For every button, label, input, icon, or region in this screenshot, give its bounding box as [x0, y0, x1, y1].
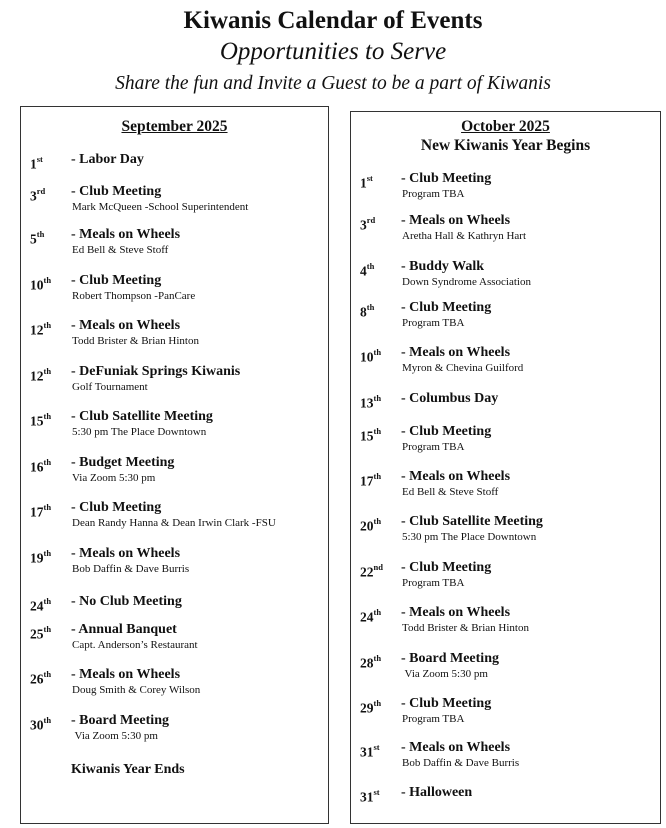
event-date: [360, 259, 374, 280]
event-date-suffix: th: [43, 320, 52, 330]
event-title: - Club Meeting: [401, 300, 492, 315]
event-date: [360, 785, 380, 806]
event-date-number: 4: [360, 263, 367, 279]
event-title: - Annual Banquet: [71, 622, 177, 637]
event-date-suffix: th: [373, 393, 382, 403]
event-detail: Doug Smith & Corey Wilson: [72, 684, 201, 696]
event-date: [30, 500, 51, 521]
event-date: [360, 696, 381, 717]
event-detail: Via Zoom 5:30 pm: [72, 730, 158, 742]
event-date-suffix: th: [43, 715, 52, 725]
event-date-suffix: th: [36, 229, 45, 239]
event-detail: Mark McQueen -School Superintendent: [72, 201, 249, 213]
page-subtitle: Opportunities to Serve: [219, 38, 447, 65]
event-date: [30, 546, 51, 567]
page-title: Kiwanis Calendar of Events: [183, 7, 483, 34]
event-date-suffix: st: [373, 742, 380, 752]
event-date: [360, 651, 381, 672]
event-date-suffix: th: [373, 653, 382, 663]
event-date-number: 1: [30, 156, 37, 172]
event-title: - Club Meeting: [401, 424, 492, 439]
event-date: [360, 424, 381, 445]
event-date: [360, 514, 381, 535]
event-date: [30, 409, 51, 430]
event-date-number: 16: [30, 459, 44, 475]
event-date: [30, 622, 51, 643]
event-date-suffix: th: [43, 411, 52, 421]
event-detail: Capt. Anderson’s Restaurant: [72, 639, 198, 651]
event-date-number: 17: [30, 504, 44, 520]
page-tagline: Share the fun and Invite a Guest to be a part of Kiwanis: [115, 73, 551, 94]
event-date-number: 15: [30, 413, 44, 429]
event-title: - Budget Meeting: [71, 455, 175, 470]
event-date-suffix: rd: [36, 186, 46, 196]
event-date-number: 12: [30, 368, 44, 384]
event-date-suffix: th: [43, 457, 52, 467]
event-date: [30, 713, 51, 734]
event-date: [360, 605, 381, 626]
event-title: - Meals on Wheels: [71, 667, 181, 682]
event-detail: Myron & Chevina Guilford: [402, 362, 524, 374]
event-date-number: 24: [30, 598, 44, 614]
event-date-number: 13: [360, 395, 374, 411]
event-date-number: 24: [360, 609, 374, 625]
event-title: - Meals on Wheels: [71, 546, 181, 561]
event-date: [360, 391, 381, 412]
event-detail: Ed Bell & Steve Stoff: [402, 486, 499, 498]
event-date-suffix: st: [36, 154, 43, 164]
event-date-suffix: th: [43, 669, 52, 679]
event-date-number: 31: [360, 744, 374, 760]
event-title: - Club Meeting: [401, 696, 492, 711]
event-date: [30, 152, 43, 173]
event-date-number: 19: [30, 550, 44, 566]
event-date-suffix: th: [373, 426, 382, 436]
event-title: - No Club Meeting: [71, 594, 182, 609]
event-date: [30, 594, 51, 615]
event-detail: Program TBA: [402, 577, 465, 589]
event-detail: 5:30 pm The Place Downtown: [402, 531, 537, 543]
event-date: [30, 227, 44, 248]
event-date-suffix: th: [373, 516, 382, 526]
event-date: [360, 300, 374, 321]
event-title: - Meals on Wheels: [401, 213, 511, 228]
event-date-suffix: th: [366, 302, 375, 312]
event-date: [30, 318, 51, 339]
event-date-suffix: th: [43, 502, 52, 512]
event-title: - Meals on Wheels: [401, 345, 511, 360]
event-date-suffix: nd: [373, 562, 383, 572]
event-title: - Club Meeting: [71, 500, 162, 515]
event-date: [30, 667, 51, 688]
event-date-number: 22: [360, 564, 374, 580]
event-title: - Buddy Walk: [401, 259, 485, 274]
event-detail: Todd Brister & Brian Hinton: [402, 622, 529, 634]
september-footer: Kiwanis Year Ends: [71, 762, 185, 777]
event-title: - Club Meeting: [71, 184, 162, 199]
event-date-number: 3: [30, 188, 37, 204]
event-detail: Todd Brister & Brian Hinton: [72, 335, 199, 347]
event-date-suffix: th: [373, 471, 382, 481]
event-detail: Robert Thompson -PanCare: [72, 290, 196, 302]
event-date-suffix: th: [43, 366, 52, 376]
october-calendar-box: [350, 111, 661, 824]
event-date: [30, 455, 51, 476]
event-title: - Meals on Wheels: [71, 318, 181, 333]
event-date-number: 10: [30, 277, 44, 293]
event-date-suffix: st: [366, 173, 373, 183]
event-date-number: 12: [30, 322, 44, 338]
event-date-suffix: th: [366, 261, 375, 271]
event-detail: Program TBA: [402, 441, 465, 453]
event-date-suffix: th: [43, 548, 52, 558]
event-date-number: 3: [360, 217, 367, 233]
october-heading: October 2025: [461, 118, 550, 135]
event-detail: Bob Daffin & Dave Burris: [72, 563, 190, 575]
event-title: - Labor Day: [71, 152, 144, 167]
event-title: - Meals on Wheels: [401, 740, 511, 755]
event-date-suffix: th: [43, 275, 52, 285]
event-date: [30, 364, 51, 385]
event-date: [360, 740, 380, 761]
event-date-number: 8: [360, 304, 367, 320]
event-date: [360, 171, 373, 192]
event-title: - Club Meeting: [401, 560, 492, 575]
september-calendar-box: [20, 106, 329, 824]
event-date-number: 17: [360, 473, 374, 489]
event-detail: Aretha Hall & Kathryn Hart: [402, 230, 527, 242]
event-date-suffix: th: [373, 698, 382, 708]
event-date-suffix: rd: [366, 215, 376, 225]
event-detail: Dean Randy Hanna & Dean Irwin Clark -FSU: [72, 517, 276, 529]
event-date-number: 25: [30, 626, 44, 642]
event-date-number: 29: [360, 700, 374, 716]
event-detail: 5:30 pm The Place Downtown: [72, 426, 207, 438]
event-date-suffix: th: [43, 596, 52, 606]
event-detail: Via Zoom 5:30 pm: [402, 668, 488, 680]
event-title: - Club Meeting: [71, 273, 162, 288]
event-title: - Meals on Wheels: [71, 227, 181, 242]
event-date: [360, 560, 383, 581]
event-date: [360, 345, 381, 366]
event-detail: Down Syndrome Association: [402, 276, 531, 288]
event-title: - Club Satellite Meeting: [71, 409, 213, 424]
event-date-number: 30: [30, 717, 44, 733]
event-date-number: 31: [360, 789, 374, 805]
event-date-suffix: th: [43, 624, 52, 634]
event-detail: Program TBA: [402, 317, 465, 329]
event-title: - Club Meeting: [401, 171, 492, 186]
event-date: [360, 213, 375, 234]
event-date-suffix: th: [373, 347, 382, 357]
event-title: - Board Meeting: [401, 651, 499, 666]
event-date-number: 28: [360, 655, 374, 671]
event-date-number: 26: [30, 671, 44, 687]
event-date-number: 1: [360, 175, 367, 191]
event-date: [360, 469, 381, 490]
event-title: - Columbus Day: [401, 391, 499, 406]
event-detail: Golf Tournament: [72, 381, 148, 393]
event-title: - Halloween: [401, 785, 473, 800]
event-title: - Meals on Wheels: [401, 469, 511, 484]
event-detail: Ed Bell & Steve Stoff: [72, 244, 169, 256]
event-date-number: 10: [360, 349, 374, 365]
event-date-suffix: st: [373, 787, 380, 797]
event-date: [30, 184, 45, 205]
event-detail: Program TBA: [402, 188, 465, 200]
event-date: [30, 273, 51, 294]
october-subheading: New Kiwanis Year Begins: [420, 137, 591, 154]
event-title: - Club Satellite Meeting: [401, 514, 543, 529]
event-date-number: 15: [360, 428, 374, 444]
event-detail: Via Zoom 5:30 pm: [72, 472, 156, 484]
event-date-suffix: th: [373, 607, 382, 617]
event-date-number: 5: [30, 231, 37, 247]
event-date-number: 20: [360, 518, 374, 534]
september-heading: September 2025: [121, 118, 228, 135]
event-title: - DeFuniak Springs Kiwanis: [71, 364, 241, 379]
event-detail: Program TBA: [402, 713, 465, 725]
event-title: - Meals on Wheels: [401, 605, 511, 620]
event-detail: Bob Daffin & Dave Burris: [402, 757, 520, 769]
event-title: - Board Meeting: [71, 713, 169, 728]
